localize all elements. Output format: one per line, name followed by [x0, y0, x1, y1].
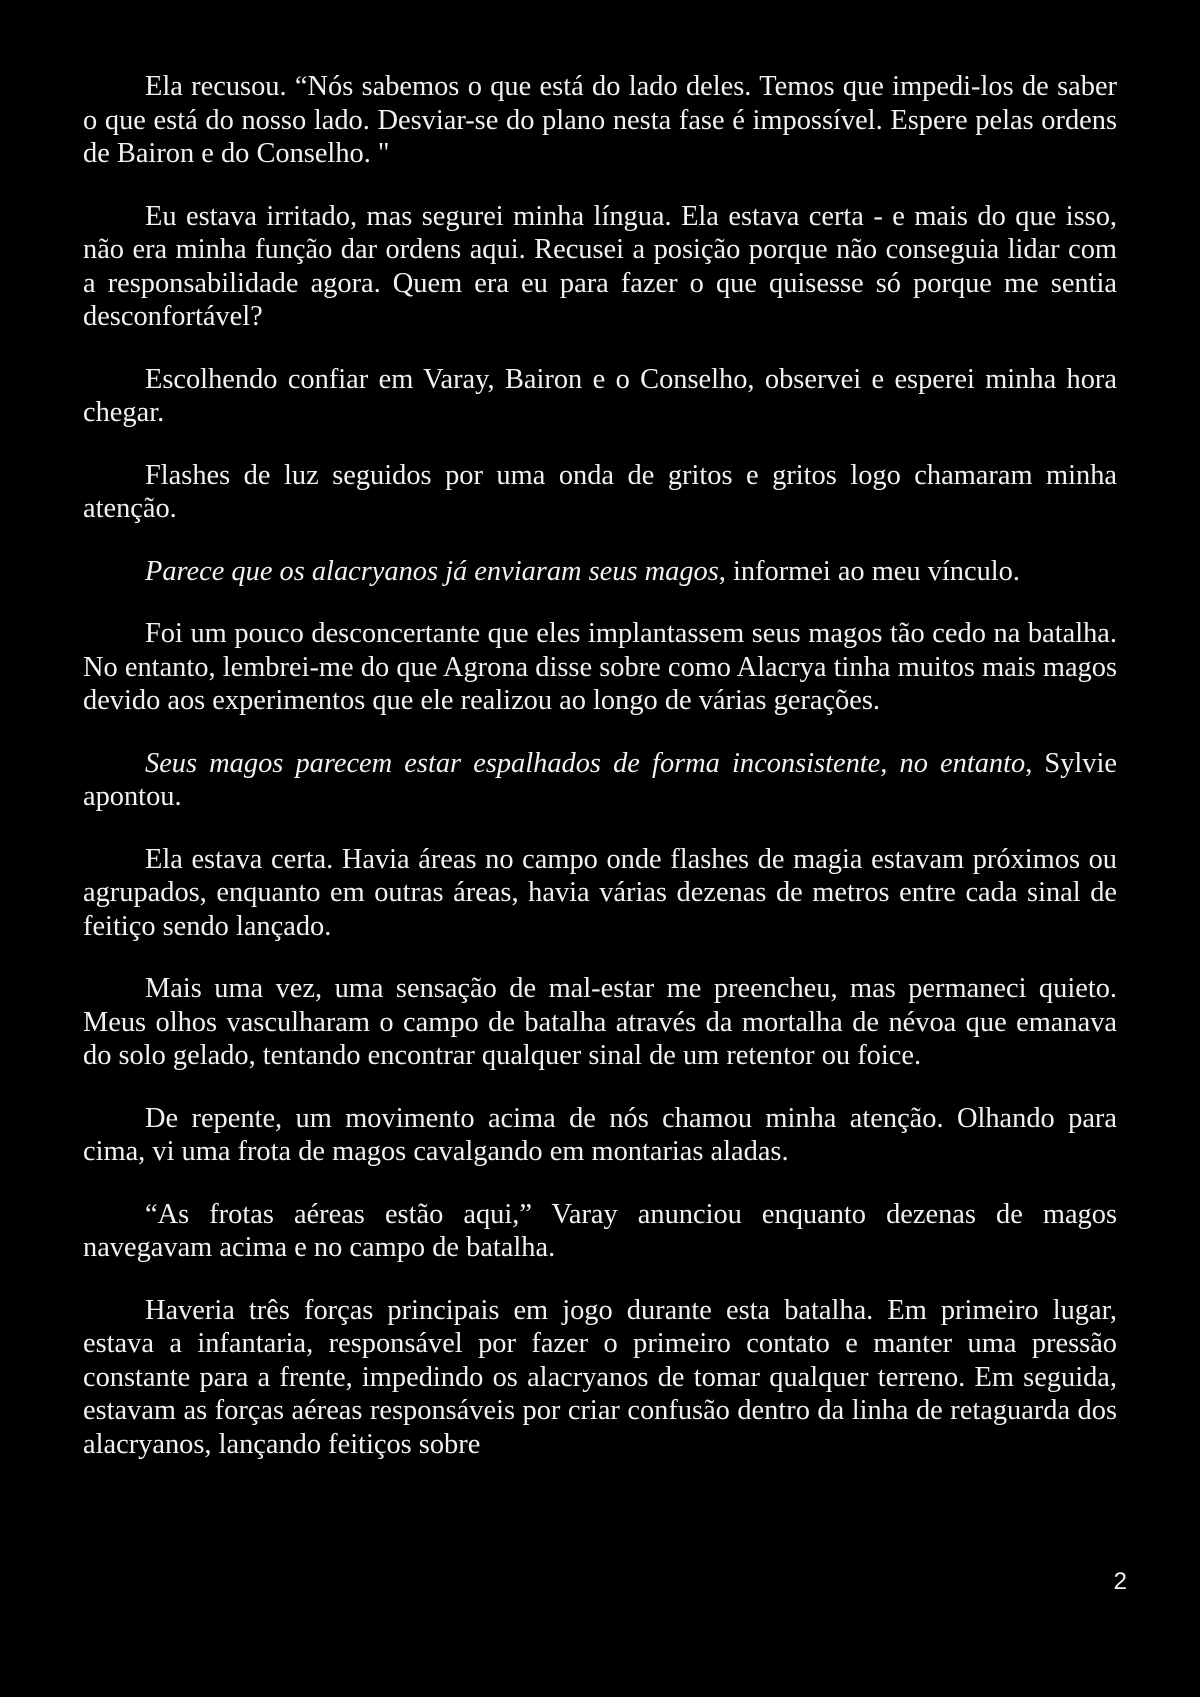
italic-thought: Seus magos parecem estar espalhados de forma inconsistente, no entanto [145, 747, 1026, 779]
paragraph-text: Haveria três forças principais em jogo durante esta batalha. Em primeiro lugar, estava a infantaria, responsável por fazer o primeiro contato e manter uma pressão constante para a frente, impedindo os alacryanos de tomar qualquer terreno. Em seguida, estavam as forças aéreas responsáveis por criar confusão dentro da linha de retaguarda dos alacryanos, lançando feitiços sobre [83, 1294, 1117, 1460]
paragraph-9 [83, 972, 1117, 1073]
paragraph-text: , informei ao meu vínculo. [718, 555, 1020, 587]
paragraph-text: Ela estava certa. Havia áreas no campo onde flashes de magia estavam próximos ou agrupados, enquanto em outras áreas, havia várias dezenas de metros entre cada sinal de feitiço sendo lançado. [83, 843, 1117, 942]
paragraph-4 [83, 459, 1117, 526]
paragraph-text: , Sylvie apontou. [83, 747, 1117, 812]
paragraph-text: Mais uma vez, uma sensação de mal-estar me preencheu, mas permaneci quieto. Meus olhos vasculharam o campo de batalha através da mortalha de névoa que emanava do solo gelado, tentando encontrar qualquer sinal de um retentor ou foice. [83, 973, 1117, 1071]
paragraph-1 [83, 70, 1117, 171]
paragraph-text: Flashes de luz seguidos por uma onda de gritos e gritos logo chamaram minha atenção. [83, 459, 1117, 524]
paragraph-text: Escolhendo confiar em Varay, Bairon e o Conselho, observei e esperei minha hora chegar. [83, 363, 1117, 428]
document-page [83, 70, 1117, 1490]
paragraph-text: “As frotas aéreas estão aqui,” Varay anunciou enquanto dezenas de magos navegavam acima e no campo de batalha. [83, 1198, 1117, 1263]
italic-thought: Parece que os alacryanos já enviaram seus magos [145, 555, 719, 587]
paragraph-6 [83, 617, 1117, 718]
paragraph-text: Ela recusou. “Nós sabemos o que está do lado deles. Temos que impedi-los de saber o que está do nosso lado. Desviar-se do plano nesta fase é impossível. Espere pelas ordens de Bairon e do Conselho. " [83, 71, 1117, 169]
paragraph-text: Foi um pouco desconcertante que eles implantassem seus magos tão cedo na batalha. No entanto, lembrei-me do que Agrona disse sobre como Alacrya tinha muitos mais magos devido aos experimentos que ele realizou ao longo de várias gerações. [83, 618, 1117, 716]
paragraph-text: Eu estava irritado, mas segurei minha língua. Ela estava certa - e mais do que isso, não era minha função dar ordens aqui. Recusei a posição porque não conseguia lidar com a responsabilidade agora. Quem era eu para fazer o que quisesse só porque me sentia desconfortável? [83, 200, 1117, 332]
paragraph-11 [83, 1198, 1117, 1265]
paragraph-10 [83, 1102, 1117, 1169]
paragraph-2 [83, 200, 1117, 334]
paragraph-5 [83, 555, 1117, 589]
paragraph-text: De repente, um movimento acima de nós chamou minha atenção. Olhando para cima, vi uma frota de magos cavalgando em montarias aladas. [83, 1102, 1117, 1167]
paragraph-7 [83, 747, 1117, 814]
paragraph-8 [83, 843, 1117, 944]
paragraph-3 [83, 363, 1117, 430]
page-number: 2 [1113, 1568, 1127, 1595]
paragraph-12 [83, 1294, 1117, 1462]
